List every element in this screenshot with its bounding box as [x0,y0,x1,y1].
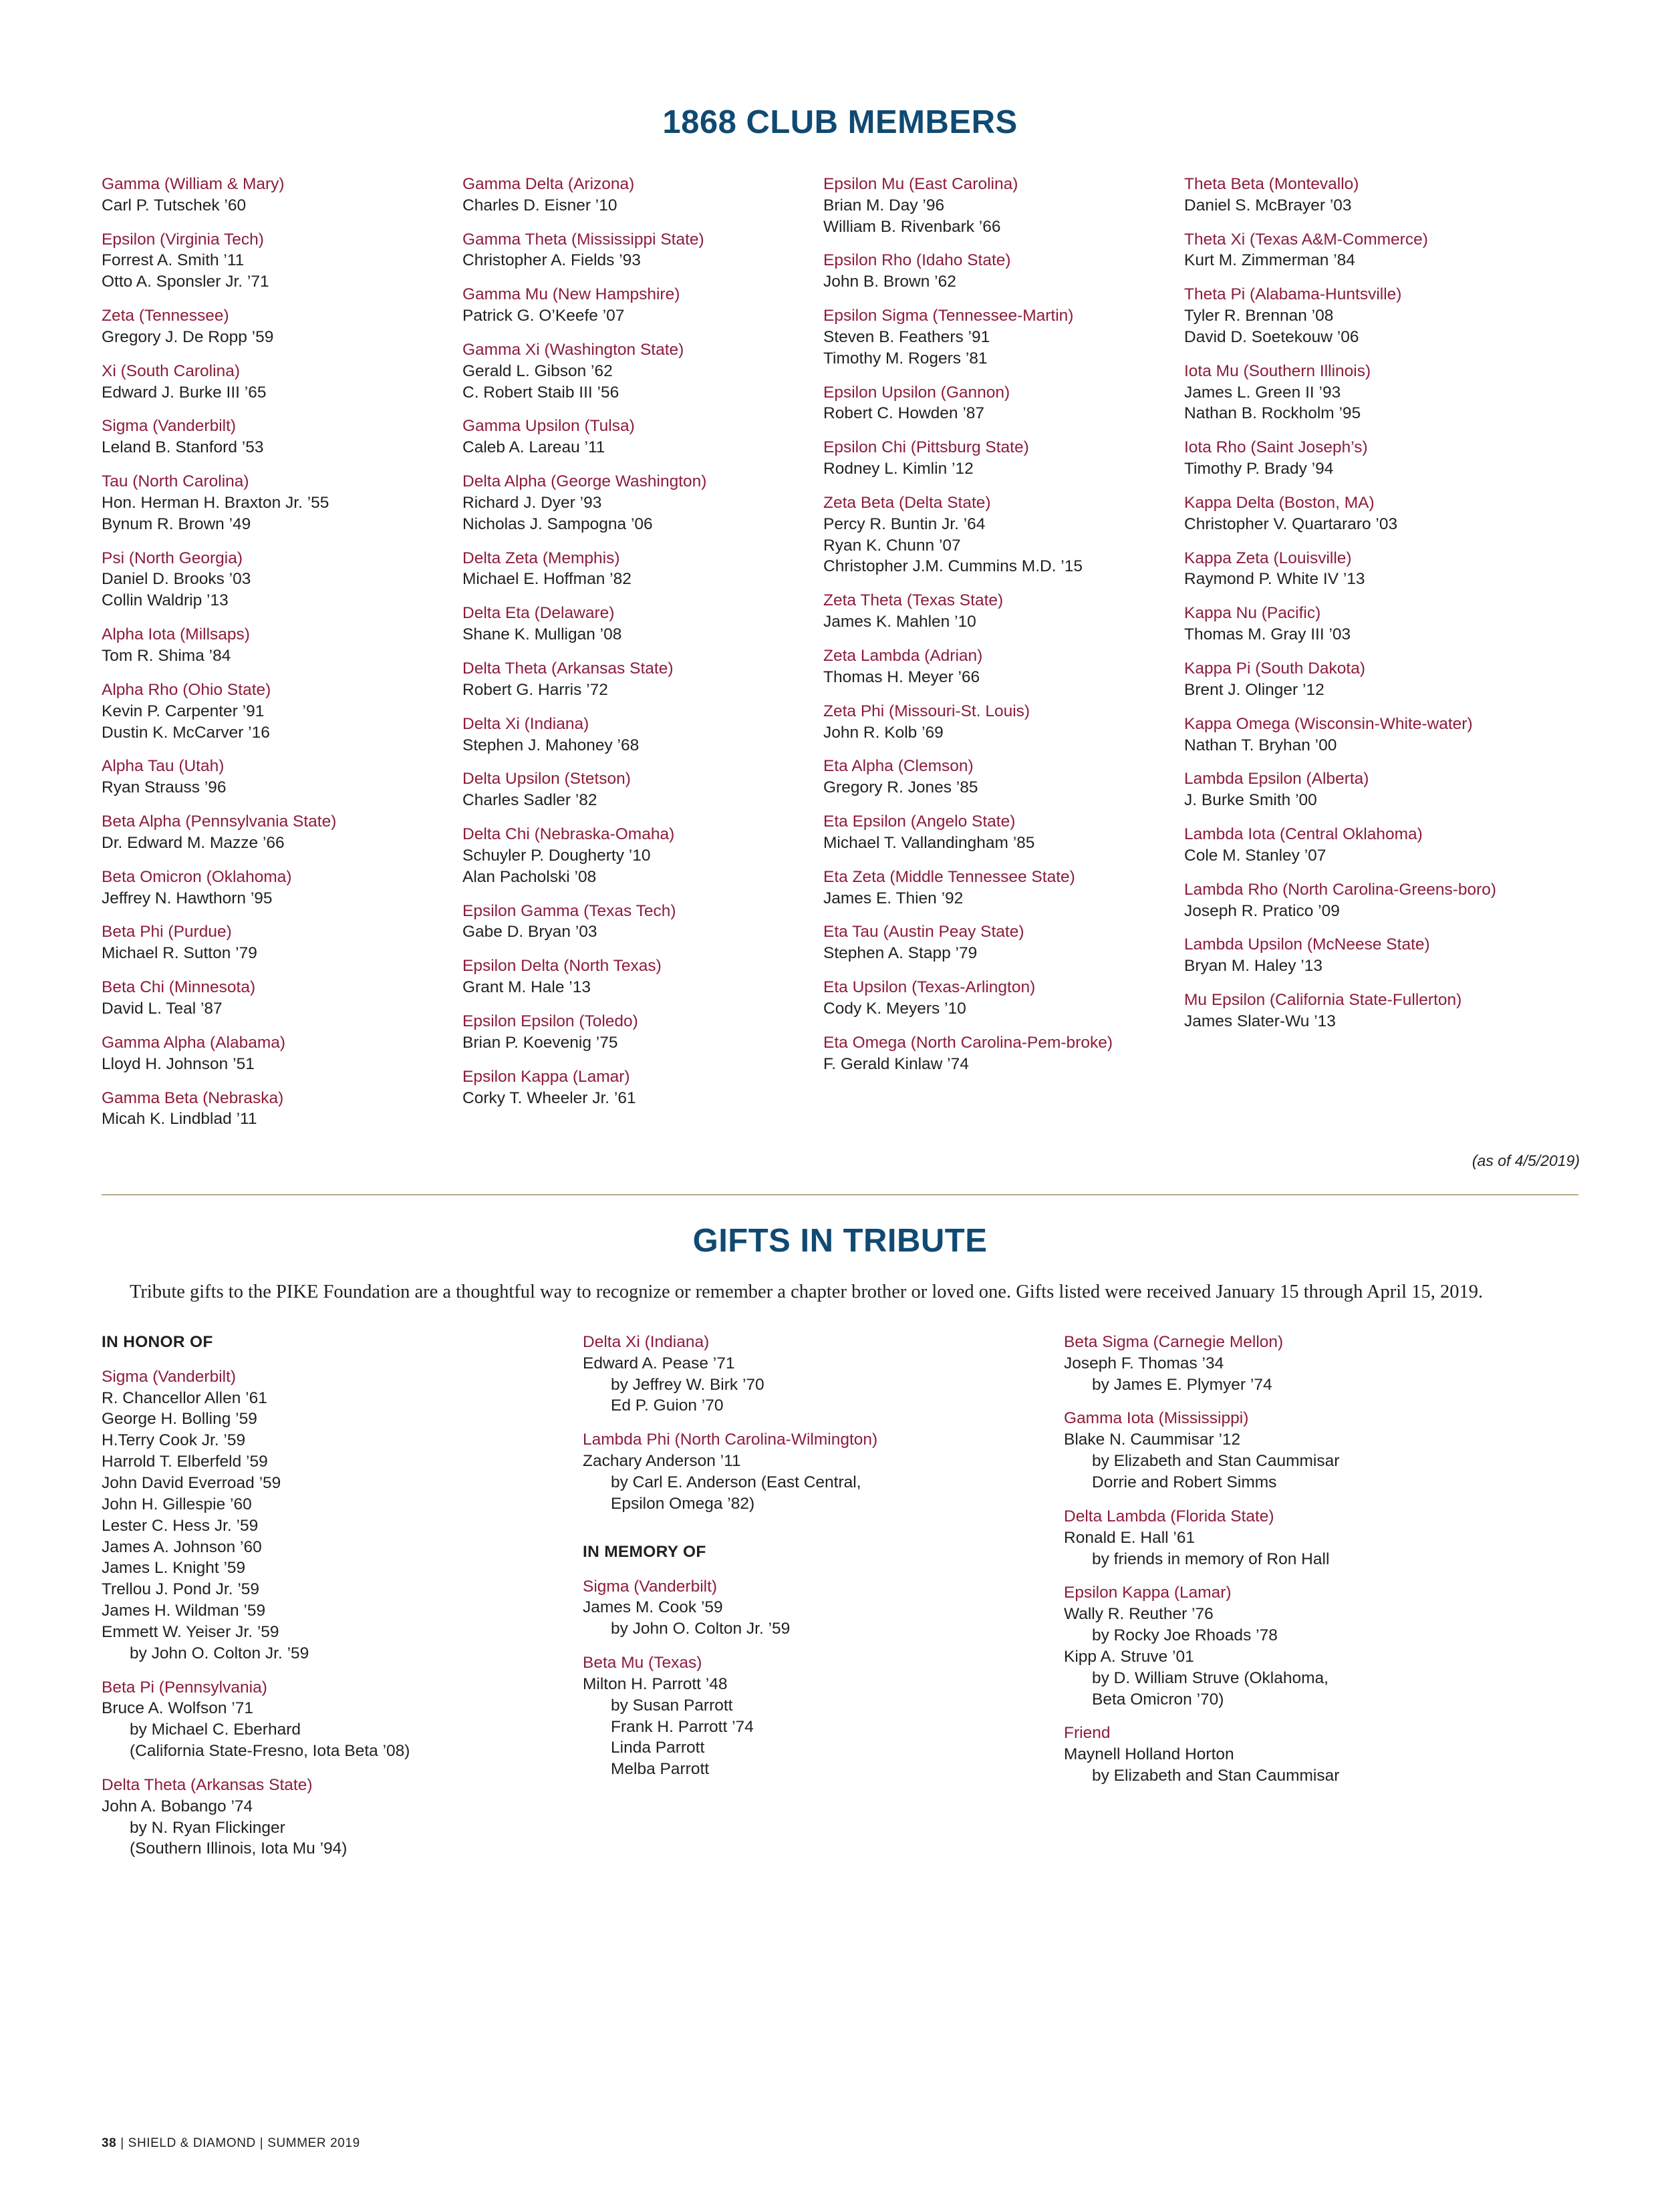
tribute-donor-line: by N. Ryan Flickinger [130,1818,285,1837]
chapter-name: Epsilon Upsilon (Gannon) [823,383,1010,402]
member-name: J. Burke Smith ’00 [1184,791,1317,810]
club-column-1 [102,174,462,1143]
chapter-name: Epsilon Mu (East Carolina) [823,174,1018,193]
tribute-chapter-name: Friend [1064,1724,1111,1743]
chapter-block [823,492,1184,577]
member-name: David D. Soetekouw ’06 [1184,327,1359,346]
chapter-block [102,921,462,964]
chapter-block [462,956,823,998]
member-name: Percy R. Buntin Jr. ’64 [823,515,986,533]
member-name: Micah K. Lindblad ’11 [102,1110,257,1129]
tribute-block [1064,1408,1580,1493]
tribute-honoree-name: Edward A. Pease ’71 [583,1354,735,1372]
tribute-donor-line: by Susan Parrott [611,1696,733,1715]
member-name: Patrick G. O’Keefe ’07 [462,307,625,325]
tribute-donor-line: by Elizabeth and Stan Caummisar [1092,1767,1340,1785]
tribute-column-2 [583,1332,1064,1793]
chapter-block [823,437,1184,480]
chapter-block [1184,361,1578,425]
chapter-block [823,174,1184,238]
chapter-block [462,1011,823,1054]
tribute-block [1064,1723,1580,1787]
chapter-name: Zeta Phi (Missouri-St. Louis) [823,702,1030,720]
chapter-name: Epsilon Kappa (Lamar) [462,1067,630,1086]
tribute-donor-line: by Jeffrey W. Birk ’70 [611,1375,764,1394]
chapter-block [1184,492,1578,535]
member-name: Otto A. Sponsler Jr. ’71 [102,273,269,291]
tribute-honoree-name: John H. Gillespie ’60 [102,1495,252,1513]
member-name: David L. Teal ’87 [102,999,223,1018]
tribute-donor-line: Linda Parrott [611,1739,705,1757]
chapter-block [823,590,1184,633]
footer-issue: SUMMER 2019 [267,2136,360,2150]
chapter-block [102,229,462,293]
member-name: Nathan T. Bryhan ’00 [1184,736,1337,754]
chapter-block [102,1088,462,1131]
chapter-name: Beta Phi (Purdue) [102,923,232,941]
chapter-block [102,756,462,798]
tribute-honoree-name: John A. Bobango ’74 [102,1797,253,1815]
member-name: Dr. Edward M. Mazze ’66 [102,833,285,852]
tribute-donor-line: by Carl E. Anderson (East Central, [611,1473,861,1491]
member-name: Stephen A. Stapp ’79 [823,944,978,963]
tribute-honoree-name: Blake N. Caummisar ’12 [1064,1431,1241,1449]
tribute-honoree-name: Bruce A. Wolfson ’71 [102,1699,253,1718]
chapter-name: Eta Omega (North Carolina-Pem-broke) [823,1033,1113,1052]
chapter-name: Epsilon Sigma (Tennessee-Martin) [823,307,1074,325]
chapter-block [823,645,1184,688]
tribute-chapter-name: Sigma (Vanderbilt) [583,1577,718,1596]
chapter-name: Gamma (William & Mary) [102,174,285,193]
member-name: Robert C. Howden ’87 [823,404,985,423]
tribute-donor-line: by James E. Plymyer ’74 [1092,1375,1272,1394]
chapter-block [462,416,823,458]
tribute-donor-line: Beta Omicron ’70) [1092,1690,1224,1709]
chapter-block [102,624,462,667]
chapter-name: Beta Chi (Minnesota) [102,978,256,997]
chapter-name: Iota Mu (Southern Illinois) [1184,361,1371,380]
tribute-honoree-name: Joseph F. Thomas ’34 [1064,1354,1224,1372]
member-name: Raymond P. White IV ’13 [1184,570,1365,589]
chapter-name: Eta Alpha (Clemson) [823,757,974,776]
tribute-honoree-name: James A. Johnson ’60 [102,1537,262,1556]
tribute-donor-line: by Rocky Joe Rhoads ’78 [1092,1626,1278,1645]
chapter-block [823,977,1184,1020]
chapter-block [823,250,1184,293]
member-name: Thomas M. Gray III ’03 [1184,625,1351,644]
tribute-donor-line: by John O. Colton Jr. ’59 [130,1644,309,1662]
chapter-block [823,921,1184,964]
chapter-name: Delta Eta (Delaware) [462,604,615,623]
tribute-honoree-name: Milton H. Parrott ’48 [583,1674,728,1693]
chapter-name: Epsilon (Virginia Tech) [102,230,264,249]
tribute-chapter-name: Delta Lambda (Florida State) [1064,1507,1274,1525]
footer-separator-1: | [120,2136,124,2150]
chapter-name: Zeta Beta (Delta State) [823,493,991,512]
chapter-name: Theta Beta (Montevallo) [1184,174,1359,193]
chapter-name: Gamma Beta (Nebraska) [102,1088,284,1107]
member-name: Gregory J. De Ropp ’59 [102,327,274,346]
tribute-chapter-name: Beta Sigma (Carnegie Mellon) [1064,1332,1284,1351]
chapter-name: Gamma Upsilon (Tulsa) [462,417,635,436]
tribute-donor-line: Dorrie and Robert Simms [1092,1473,1277,1491]
tribute-honoree-name: Trellou J. Pond Jr. ’59 [102,1580,260,1599]
chapter-name: Kappa Delta (Boston, MA) [1184,493,1375,512]
tribute-column-3 [1064,1332,1580,1799]
chapter-block [462,284,823,327]
tribute-col2-honor-blocks [583,1332,1064,1515]
chapter-name: Eta Epsilon (Angelo State) [823,813,1016,831]
tribute-chapter-name: Sigma (Vanderbilt) [102,1367,237,1386]
tribute-donor-line: by D. William Struve (Oklahoma, [1092,1668,1328,1687]
chapter-block [1184,174,1578,216]
member-name: Corky T. Wheeler Jr. ’61 [462,1088,636,1107]
chapter-name: Alpha Rho (Ohio State) [102,680,271,699]
page-footer [102,2136,360,2151]
chapter-name: Eta Zeta (Middle Tennessee State) [823,867,1075,886]
member-name: Gabe D. Bryan ’03 [462,923,597,941]
chapter-block [462,768,823,811]
chapter-name: Tau (North Carolina) [102,472,249,491]
member-name: Michael R. Sutton ’79 [102,944,257,963]
member-name: Alan Pacholski ’08 [462,867,597,886]
member-name: Edward J. Burke III ’65 [102,383,267,402]
chapter-name: Eta Upsilon (Texas-Arlington) [823,978,1036,997]
tribute-honoree-name: Maynell Holland Horton [1064,1745,1234,1764]
chapter-name: Delta Zeta (Memphis) [462,549,620,567]
chapter-block [102,174,462,216]
chapter-name: Delta Xi (Indiana) [462,714,589,733]
page-title-1868-club: 1868 CLUB MEMBERS [662,104,1018,140]
as-of-date: (as of 4/5/2019) [1472,1152,1580,1170]
tribute-honoree-name: Kipp A. Struve ’01 [1064,1647,1194,1666]
member-name: Christopher V. Quartararo ’03 [1184,515,1398,533]
chapter-name: Kappa Zeta (Louisville) [1184,549,1352,567]
tribute-donor-line: by friends in memory of Ron Hall [1092,1550,1330,1568]
tribute-block [102,1775,583,1860]
chapter-block [1184,990,1578,1032]
tribute-block [583,1332,1064,1417]
member-name: Charles D. Eisner ’10 [462,196,617,214]
tribute-honoree-name: Zachary Anderson ’11 [583,1452,741,1471]
chapter-block [462,339,823,404]
tribute-honoree-name: James L. Knight ’59 [102,1559,246,1578]
member-name: Collin Waldrip ’13 [102,591,229,610]
tribute-donor-line: (Southern Illinois, Iota Mu ’94) [130,1840,347,1858]
member-name: Gregory R. Jones ’85 [823,778,978,797]
member-name: John B. Brown ’62 [823,273,956,291]
member-name: Ryan K. Chunn ’07 [823,536,961,555]
chapter-name: Sigma (Vanderbilt) [102,417,237,436]
chapter-block [102,471,462,535]
member-name: Cody K. Meyers ’10 [823,999,966,1018]
club-members-grid [102,174,1580,1143]
tribute-donor-line: (California State-Fresno, Iota Beta ’08) [130,1742,410,1761]
tribute-honoree-name: Lester C. Hess Jr. ’59 [102,1516,259,1535]
tribute-donor-line: by Elizabeth and Stan Caummisar [1092,1452,1340,1471]
tribute-block [1064,1506,1580,1570]
page-title-gifts-in-tribute: GIFTS IN TRIBUTE [692,1223,988,1260]
in-memory-of-heading: IN MEMORY OF [583,1542,706,1561]
tribute-honoree-name: John David Everroad ’59 [102,1473,281,1492]
chapter-block [823,756,1184,798]
member-name: Christopher J.M. Cummins M.D. ’15 [823,557,1083,576]
chapter-block [462,714,823,756]
member-name: John R. Kolb ’69 [823,723,944,742]
member-name: Bynum R. Brown ’49 [102,515,251,533]
member-name: Forrest A. Smith ’11 [102,251,245,270]
member-name: Michael T. Vallandingham ’85 [823,833,1035,852]
chapter-name: Theta Pi (Alabama-Huntsville) [1184,285,1402,304]
chapter-block [102,867,462,909]
member-name: James Slater-Wu ’13 [1184,1012,1336,1030]
chapter-name: Gamma Theta (Mississippi State) [462,230,704,249]
chapter-block [1184,824,1578,867]
tribute-chapter-name: Gamma Iota (Mississippi) [1064,1409,1249,1428]
member-name: Dustin K. McCarver ’16 [102,723,270,742]
chapter-name: Delta Theta (Arkansas State) [462,659,674,678]
club-column-3 [823,174,1184,1088]
club-column-2 [462,174,823,1122]
chapter-block [1184,548,1578,591]
chapter-block [462,229,823,272]
chapter-block [823,382,1184,425]
tribute-chapter-name: Delta Theta (Arkansas State) [102,1775,313,1794]
chapter-name: Epsilon Delta (North Texas) [462,957,662,976]
chapter-name: Kappa Nu (Pacific) [1184,604,1321,623]
tribute-chapter-name: Beta Pi (Pennsylvania) [102,1678,267,1697]
chapter-block [1184,879,1578,922]
chapter-block [462,548,823,591]
member-name: Brent J. Olinger ’12 [1184,680,1324,699]
tribute-col3-blocks [1064,1332,1580,1787]
tribute-block [583,1652,1064,1780]
member-name: Brian M. Day ’96 [823,196,945,214]
chapter-name: Epsilon Epsilon (Toledo) [462,1012,638,1030]
chapter-block [823,867,1184,909]
chapter-block [102,977,462,1020]
chapter-name: Beta Omicron (Oklahoma) [102,867,292,886]
tribute-honoree-name: George H. Bolling ’59 [102,1410,257,1429]
chapter-block [102,305,462,348]
tribute-block [1064,1332,1580,1396]
member-name: Kevin P. Carpenter ’91 [102,702,265,720]
chapter-block [1184,437,1578,480]
chapter-block [462,901,823,943]
member-name: Robert G. Harris ’72 [462,680,608,699]
footer-page-number: 38 [102,2136,117,2150]
member-name: Steven B. Feathers ’91 [823,327,990,346]
tribute-block [583,1429,1064,1514]
chapter-name: Lambda Epsilon (Alberta) [1184,770,1369,788]
chapter-name: Beta Alpha (Pennsylvania State) [102,813,337,831]
member-name: James E. Thien ’92 [823,889,964,907]
chapter-block [462,1066,823,1109]
tribute-chapter-name: Beta Mu (Texas) [583,1654,702,1672]
member-name: Schuyler P. Dougherty ’10 [462,846,651,865]
chapter-name: Delta Alpha (George Washington) [462,472,707,491]
chapter-block [1184,768,1578,811]
chapter-name: Gamma Xi (Washington State) [462,340,684,359]
member-name: Daniel D. Brooks ’03 [102,570,251,589]
tribute-honoree-name: James M. Cook ’59 [583,1598,723,1617]
chapter-block [462,658,823,701]
tribute-honoree-name: Wally R. Reuther ’76 [1064,1605,1214,1624]
chapter-name: Psi (North Georgia) [102,549,243,567]
member-name: Kurt M. Zimmerman ’84 [1184,251,1355,270]
chapter-block [823,305,1184,370]
chapter-name: Epsilon Chi (Pittsburg State) [823,438,1029,457]
member-name: James K. Mahlen ’10 [823,613,976,631]
footer-separator-2: | [259,2136,264,2150]
chapter-block [1184,284,1578,348]
member-name: Rodney L. Kimlin ’12 [823,460,974,478]
chapter-block [102,680,462,744]
member-name: F. Gerald Kinlaw ’74 [823,1054,969,1073]
tribute-chapter-name: Lambda Phi (North Carolina-Wilmington) [583,1431,878,1449]
chapter-block [1184,229,1578,272]
tribute-honoree-name: H.Terry Cook Jr. ’59 [102,1431,246,1450]
member-name: Hon. Herman H. Braxton Jr. ’55 [102,493,329,512]
member-name: Brian P. Koevenig ’75 [462,1033,618,1052]
tribute-honoree-name: Harrold T. Elberfeld ’59 [102,1453,268,1471]
chapter-block [102,416,462,458]
chapter-block [462,471,823,535]
chapter-name: Theta Xi (Texas A&M-Commerce) [1184,230,1428,249]
chapter-name: Xi (South Carolina) [102,361,240,380]
member-name: Christopher A. Fields ’93 [462,251,641,270]
tribute-donor-line: Frank H. Parrott ’74 [611,1717,754,1736]
member-name: Cole M. Stanley ’07 [1184,846,1326,865]
club-column-4 [1184,174,1578,1045]
magazine-page [0,22,1680,2203]
member-name: Caleb A. Lareau ’11 [462,438,605,457]
tribute-block [1064,1582,1580,1710]
tribute-column-1 [102,1332,583,1872]
member-name: Carl P. Tutschek ’60 [102,196,247,214]
chapter-block [823,701,1184,744]
member-name: Gerald L. Gibson ’62 [462,361,613,380]
tribute-donor-line: Melba Parrott [611,1760,710,1779]
tribute-honoree-name: Emmett W. Yeiser Jr. ’59 [102,1622,279,1641]
chapter-name: Zeta (Tennessee) [102,307,229,325]
chapter-name: Kappa Omega (Wisconsin-White-water) [1184,714,1473,733]
member-name: Daniel S. McBrayer ’03 [1184,196,1352,214]
chapter-name: Gamma Alpha (Alabama) [102,1033,286,1052]
chapter-name: Mu Epsilon (California State-Fullerton) [1184,991,1462,1010]
in-honor-of-heading: IN HONOR OF [102,1332,213,1351]
chapter-name: Eta Tau (Austin Peay State) [823,923,1024,941]
member-name: Jeffrey N. Hawthorn ’95 [102,889,273,907]
chapter-block [462,174,823,216]
member-name: Michael E. Hoffman ’82 [462,570,632,589]
chapter-name: Kappa Pi (South Dakota) [1184,659,1366,678]
member-name: Grant M. Hale ’13 [462,978,591,997]
chapter-block [1184,603,1578,645]
tribute-block [102,1677,583,1762]
tribute-honoree-name: R. Chancellor Allen ’61 [102,1388,267,1407]
tribute-intro-paragraph: Tribute gifts to the PIKE Foundation are a thoughtful way to recognize or remember a chapter brother or loved one. Gifts listed were received January 15 through April 15, 2019. [130,1282,1484,1303]
chapter-name: Alpha Iota (Millsaps) [102,625,250,644]
tribute-donor-line: by John O. Colton Jr. ’59 [611,1620,791,1638]
member-name: James L. Green II ’93 [1184,383,1341,402]
tribute-honoree-name: James H. Wildman ’59 [102,1602,266,1620]
chapter-name: Epsilon Rho (Idaho State) [823,251,1011,270]
member-name: Ryan Strauss ’96 [102,778,227,797]
tribute-grid [102,1332,1580,1872]
tribute-donor-line: by Michael C. Eberhard [130,1721,301,1739]
chapter-name: Lambda Rho (North Carolina-Greens-boro) [1184,880,1497,899]
chapter-name: Zeta Theta (Texas State) [823,591,1004,610]
tribute-honoree-name: Ronald E. Hall ’61 [1064,1528,1196,1547]
chapter-block [462,824,823,888]
chapter-name: Gamma Delta (Arizona) [462,174,635,193]
chapter-block [462,603,823,645]
member-name: C. Robert Staib III ’56 [462,383,619,402]
member-name: Joseph R. Pratico ’09 [1184,901,1340,920]
chapter-block [102,1032,462,1075]
member-name: Tom R. Shima ’84 [102,647,231,666]
chapter-block [102,548,462,612]
tribute-chapter-name: Delta Xi (Indiana) [583,1332,710,1351]
tribute-chapter-name: Epsilon Kappa (Lamar) [1064,1584,1232,1602]
member-name: Lloyd H. Johnson ’51 [102,1054,255,1073]
tribute-header-wrap [0,1195,1680,1258]
member-name: Richard J. Dyer ’93 [462,493,602,512]
chapter-block [823,811,1184,854]
member-name: Charles Sadler ’82 [462,791,597,810]
chapter-block [1184,714,1578,756]
member-name: Leland B. Stanford ’53 [102,438,264,457]
tribute-col2-memory-blocks [583,1576,1064,1781]
chapter-name: Lambda Iota (Central Oklahoma) [1184,825,1423,844]
chapter-block [1184,658,1578,701]
chapter-block [102,811,462,854]
chapter-block [1184,934,1578,977]
member-name: Thomas H. Meyer ’66 [823,668,980,686]
tribute-donor-line: Ed P. Guion ’70 [611,1397,724,1415]
member-name: Stephen J. Mahoney ’68 [462,736,640,754]
chapter-name: Gamma Mu (New Hampshire) [462,285,680,304]
chapter-name: Epsilon Gamma (Texas Tech) [462,901,676,920]
tribute-col1-blocks [102,1366,583,1860]
chapter-block [102,361,462,404]
tribute-block [583,1576,1064,1640]
chapter-block [823,1032,1184,1075]
member-name: Tyler R. Brennan ’08 [1184,307,1334,325]
member-name: Nathan B. Rockholm ’95 [1184,404,1361,423]
tribute-block [102,1366,583,1664]
chapter-name: Zeta Lambda (Adrian) [823,647,983,666]
chapter-name: Iota Rho (Saint Joseph’s) [1184,438,1368,457]
chapter-name: Alpha Tau (Utah) [102,757,225,776]
member-name: Timothy P. Brady ’94 [1184,460,1334,478]
chapter-name: Delta Upsilon (Stetson) [462,770,631,788]
tribute-donor-line: Epsilon Omega ’82) [611,1494,755,1513]
member-name: Shane K. Mulligan ’08 [462,625,622,644]
member-name: Bryan M. Haley ’13 [1184,957,1322,976]
member-name: Nicholas J. Sampogna ’06 [462,515,653,533]
footer-publication-name: SHIELD & DIAMOND [128,2136,256,2150]
member-name: William B. Rivenbark ’66 [823,217,1001,236]
member-name: Timothy M. Rogers ’81 [823,349,988,368]
chapter-name: Lambda Upsilon (McNeese State) [1184,935,1430,954]
chapter-name: Delta Chi (Nebraska-Omaha) [462,825,675,844]
